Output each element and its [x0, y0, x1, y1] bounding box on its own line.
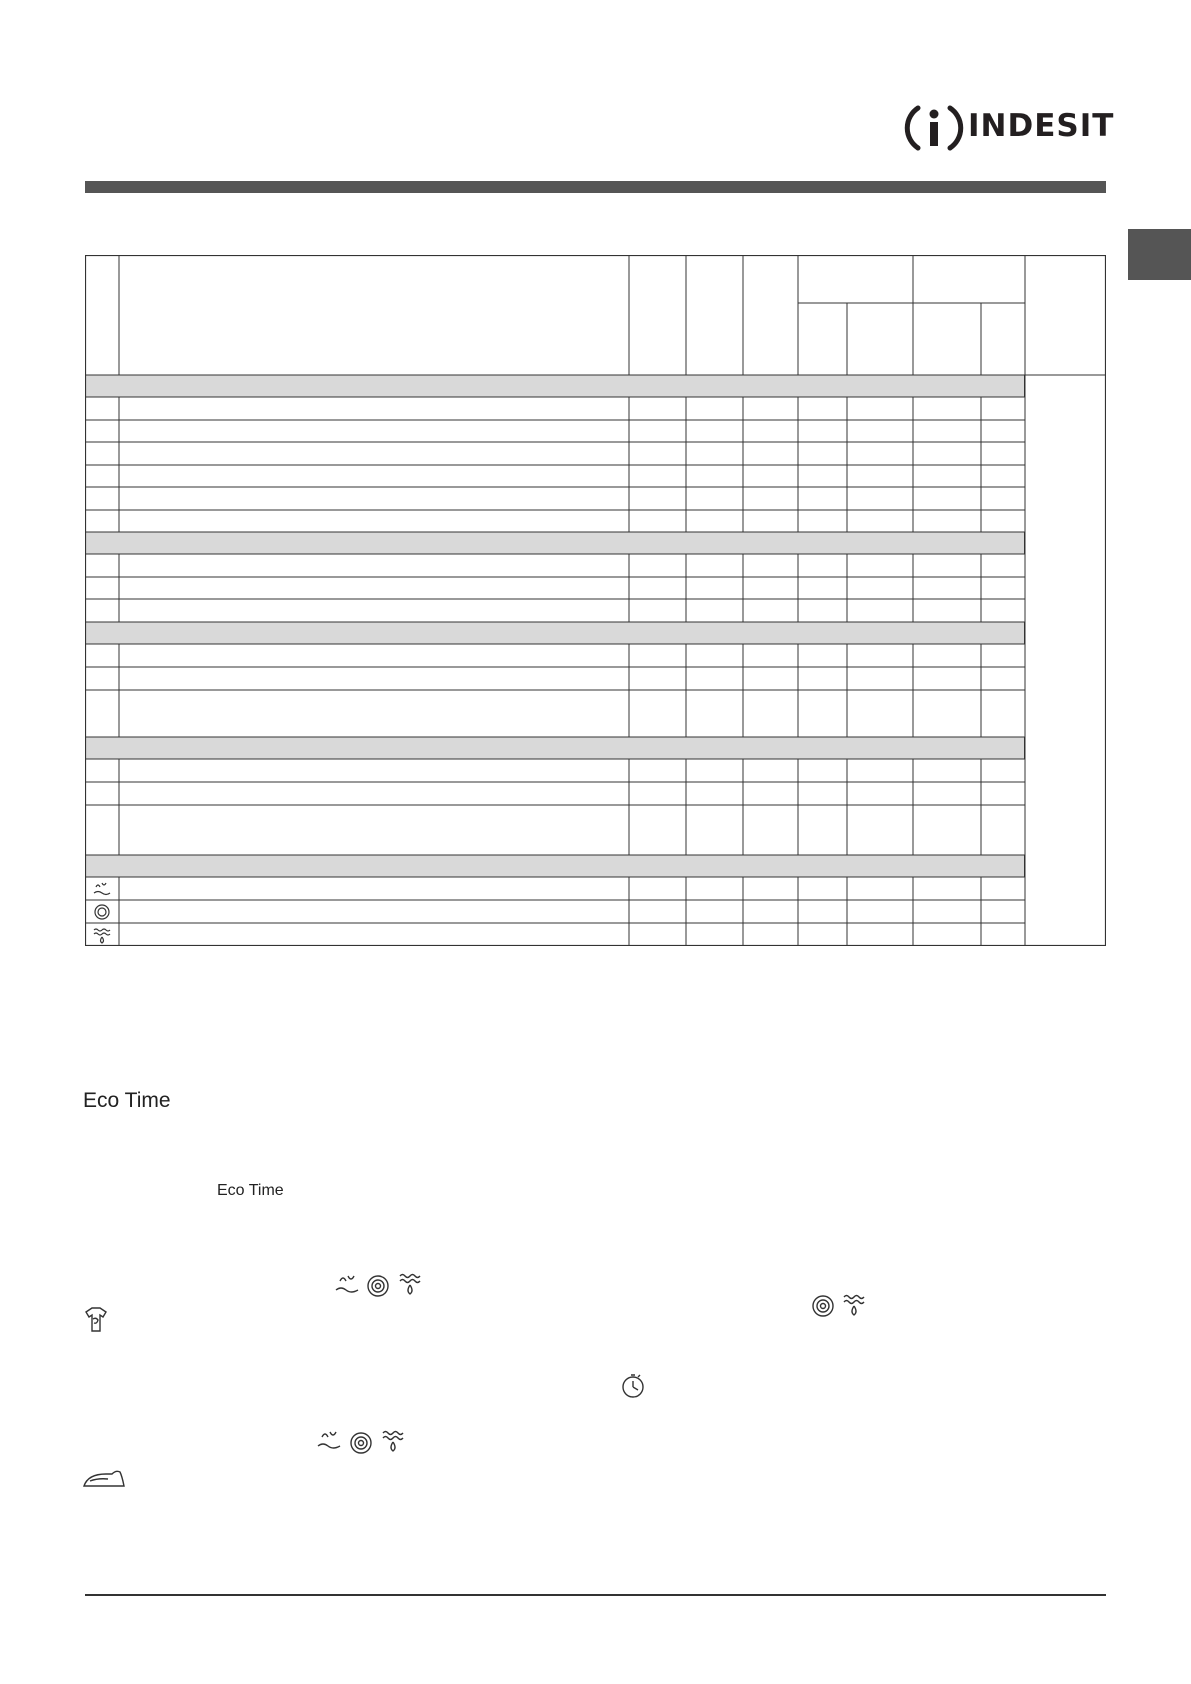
spin-icon [366, 1274, 390, 1298]
table-group-row [86, 737, 1025, 759]
drain-icon [842, 1293, 866, 1319]
stain-shirt-icon [83, 1306, 109, 1334]
ecotime-label: Eco Time [83, 1089, 171, 1112]
header-bar [85, 181, 1106, 193]
spin-icon [349, 1431, 373, 1455]
table-row-lines [85, 420, 1025, 923]
iron-icon [82, 1466, 128, 1490]
rinse-spin-icon [94, 883, 110, 895]
ecotime-label: Eco Time [217, 1182, 284, 1199]
drain-icon [94, 929, 110, 943]
brand-name: INDESIT [968, 108, 1115, 144]
brand-logo [904, 100, 1115, 156]
rinse-spin-icon [334, 1272, 362, 1298]
table-group-row [86, 375, 1025, 397]
program-table-grid [85, 255, 1106, 946]
spin-icon [95, 905, 109, 919]
rinse-spin-icon [316, 1428, 344, 1454]
spin-icon [811, 1294, 835, 1318]
table-group-row [86, 622, 1025, 644]
footer-rule [85, 1594, 1106, 1596]
program-table [85, 255, 1106, 946]
ecotime-logo [217, 1182, 284, 1200]
table-group-row [86, 532, 1025, 554]
brand-i-mark-icon [904, 100, 964, 156]
side-tab-marker [1128, 229, 1191, 280]
drain-icon [398, 1272, 422, 1298]
timer-icon [620, 1372, 646, 1400]
ecotime-logo [83, 1089, 171, 1113]
drain-icon [381, 1429, 405, 1455]
table-group-row [86, 855, 1025, 877]
